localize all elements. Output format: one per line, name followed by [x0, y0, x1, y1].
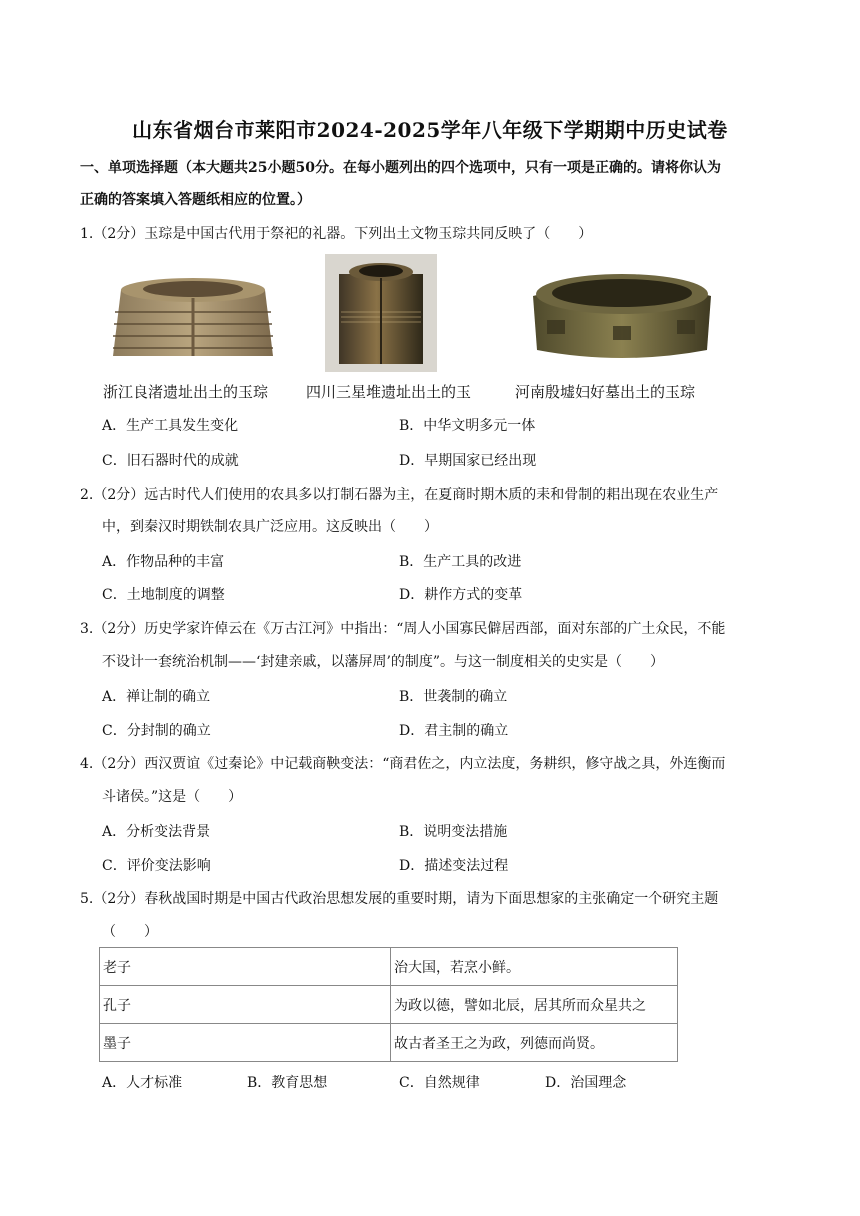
- question-5-stem-line-2: （ ）: [102, 924, 158, 940]
- question-4-option-c[interactable]: C．评价变法影响: [102, 858, 211, 874]
- section-heading-line-2: 正确的答案填入答题纸相应的位置。）: [80, 192, 311, 208]
- question-3-stem-line-1: 3.（2分）历史学家许倬云在《万古江河》中指出：“周人小国寡民僻居西部，面对东部的广土众民，不能: [80, 621, 726, 637]
- thinker-quote-cell: 为政以德，譬如北辰，居其所而众星共之: [391, 986, 678, 1024]
- question-1-option-c[interactable]: C．旧石器时代的成就: [102, 453, 239, 469]
- question-2-option-c[interactable]: C．土地制度的调整: [102, 587, 225, 603]
- question-5-option-b[interactable]: B．教育思想: [247, 1075, 328, 1091]
- section-heading-line-1: 一、单项选择题（本大题共25小题50分。在每小题列出的四个选项中，只有一项是正确的。请将你认为: [80, 160, 721, 176]
- thinker-quote-cell: 故古者圣王之为政，列德而尚贤。: [391, 1024, 678, 1062]
- thinker-quote-cell: 治大国，若烹小鲜。: [391, 948, 678, 986]
- page-title: 山东省烟台市莱阳市2024-2025学年八年级下学期期中历史试卷: [132, 118, 728, 142]
- question-5-stem-line-1: 5.（2分）春秋战国时期是中国古代政治思想发展的重要时期，请为下面思想家的主张确定一个研究主题: [80, 891, 719, 907]
- question-5-option-d[interactable]: D．治国理念: [545, 1075, 627, 1091]
- question-4-stem-line-1: 4.（2分）西汉贾谊《过秦论》中记载商鞅变法：“商君佐之，内立法度，务耕织，修守战之具，外连衡而: [80, 756, 726, 772]
- question-3-option-a[interactable]: A．禅让制的确立: [102, 689, 211, 705]
- question-2-option-b[interactable]: B．生产工具的改进: [399, 554, 522, 570]
- image-caption-sanxingdui: 四川三星堆遗址出土的玉: [306, 383, 472, 401]
- question-2-stem-line-2: 中，到秦汉时期铁制农具广泛应用。这反映出（ ）: [102, 519, 438, 535]
- image-caption-liangzhu: 浙江良渚遗址出土的玉琮: [103, 383, 269, 401]
- question-2-stem-line-1: 2.（2分）远古时代人们使用的农具多以打制石器为主，在夏商时期木质的耒和骨制的耜出现在农业生产: [80, 487, 719, 503]
- question-4-option-b[interactable]: B．说明变法措施: [399, 824, 508, 840]
- question-3-option-c[interactable]: C．分封制的确立: [102, 723, 211, 739]
- thinkers-table: [99, 947, 678, 1062]
- question-3-option-d[interactable]: D．君主制的确立: [399, 723, 509, 739]
- question-1-stem: 1.（2分）玉琮是中国古代用于祭祀的礼器。下列出土文物玉琮共同反映了（ ）: [80, 226, 593, 242]
- question-3-option-b[interactable]: B．世袭制的确立: [399, 689, 508, 705]
- thinker-name-cell: 孔子: [100, 986, 391, 1024]
- question-2-option-a[interactable]: A．作物品种的丰富: [102, 554, 225, 570]
- question-3-stem-line-2: 不设计一套统治机制——‘封建亲戚，以藩屏周’的制度”。与这一制度相关的史实是（ ）: [102, 654, 665, 670]
- question-1-option-b[interactable]: B．中华文明多元一体: [399, 418, 536, 434]
- jade-cong-liangzhu-image: [103, 272, 283, 366]
- thinker-name-cell: 墨子: [100, 1024, 391, 1062]
- question-2-option-d[interactable]: D．耕作方式的变革: [399, 587, 523, 603]
- image-caption-yinxu: 河南殷墟妇好墓出土的玉琮: [515, 383, 696, 401]
- table-row: [100, 948, 678, 986]
- jade-cong-sanxingdui-image: [325, 254, 437, 372]
- question-1-option-a[interactable]: A．生产工具发生变化: [102, 418, 239, 434]
- question-4-option-d[interactable]: D．描述变法过程: [399, 858, 509, 874]
- table-row: [100, 1024, 678, 1062]
- question-1-option-d[interactable]: D．早期国家已经出现: [399, 453, 537, 469]
- table-row: [100, 986, 678, 1024]
- thinker-name-cell: 老子: [100, 948, 391, 986]
- question-4-option-a[interactable]: A．分析变法背景: [102, 824, 211, 840]
- question-5-option-a[interactable]: A．人才标准: [102, 1075, 183, 1091]
- jade-cong-yinxu-image: [527, 262, 717, 368]
- question-5-option-c[interactable]: C．自然规律: [399, 1075, 480, 1091]
- question-4-stem-line-2: 斗诸侯。”这是（ ）: [102, 789, 243, 805]
